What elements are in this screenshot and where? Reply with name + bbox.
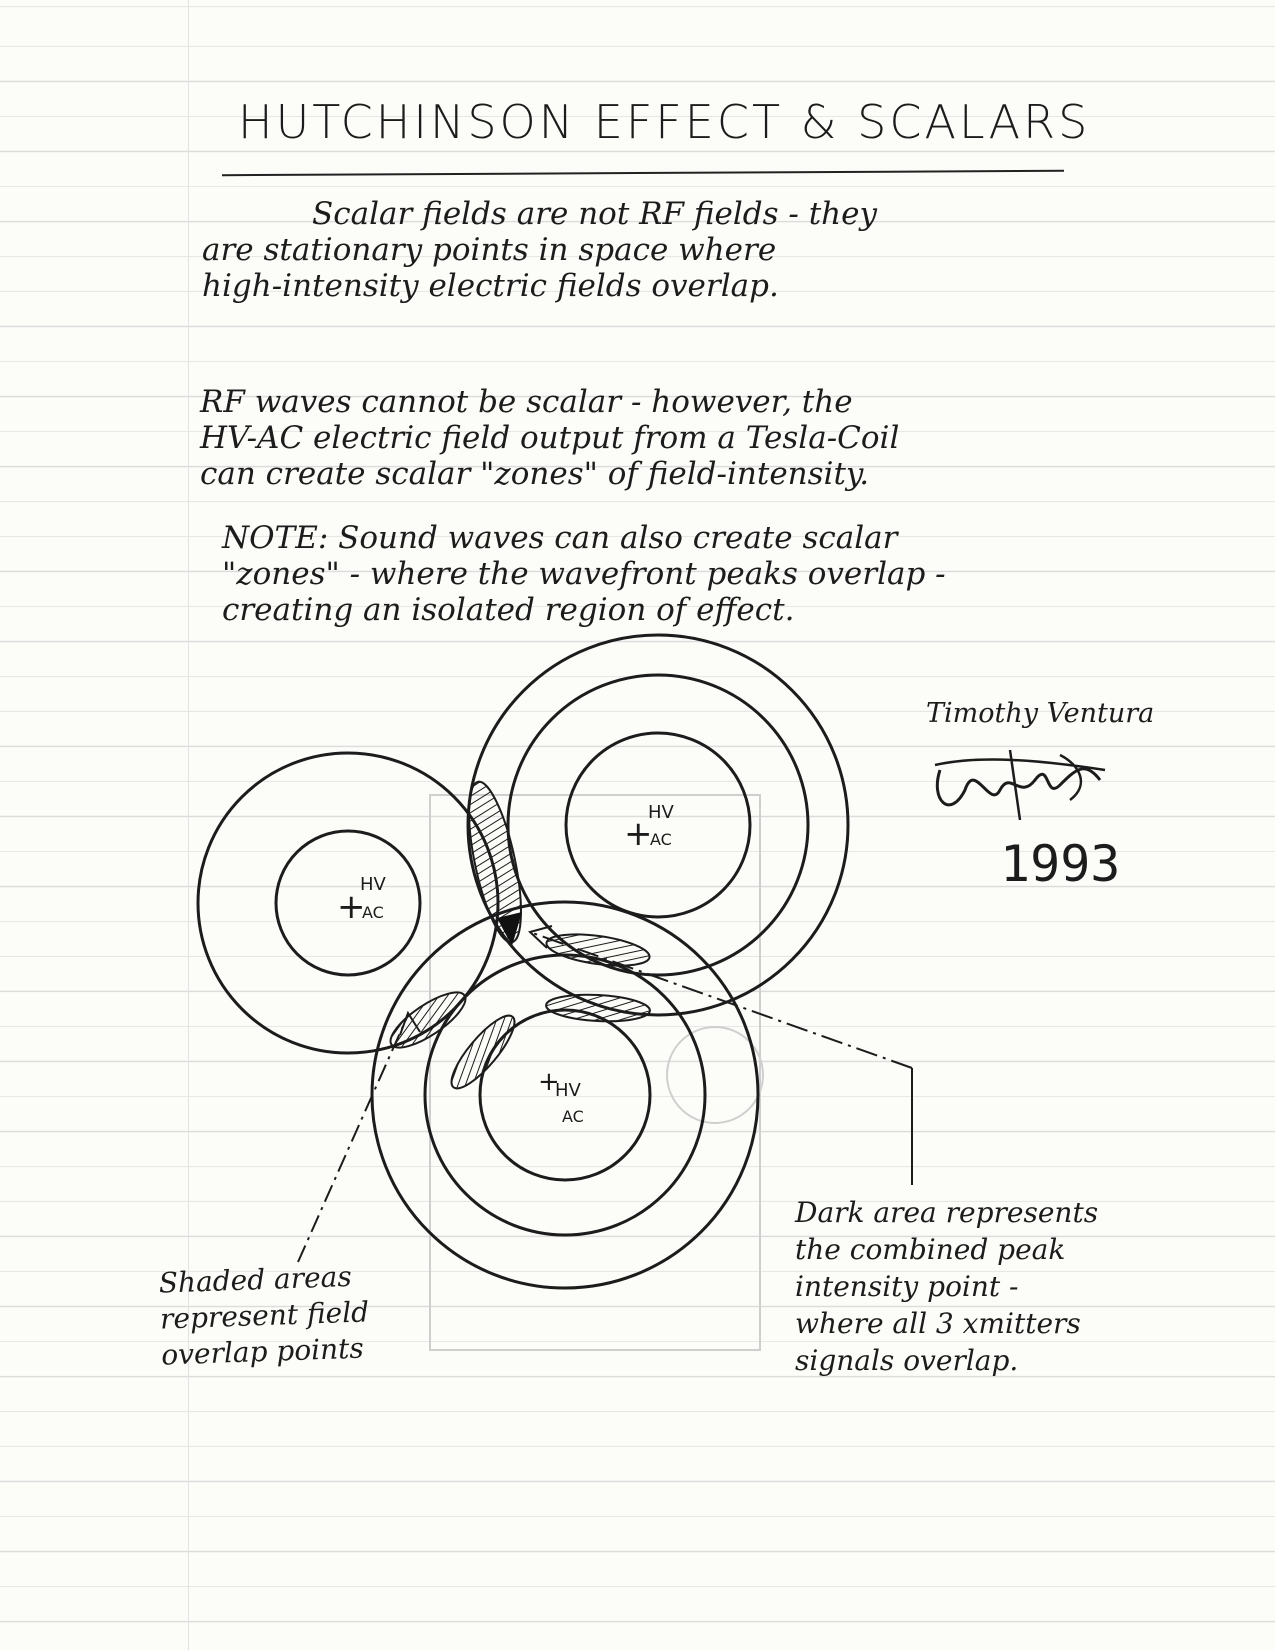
note-line: Shaded areas — [158, 1259, 353, 1300]
shaded-areas-note — [158, 1258, 371, 1373]
note-line: represent field — [159, 1295, 370, 1336]
author-name: Timothy Ventura — [926, 698, 1155, 729]
faint-circle — [667, 1027, 763, 1123]
shaded-overlap-zone — [545, 929, 652, 971]
note-line: overlap points — [160, 1331, 365, 1372]
signature-scribble — [937, 769, 1100, 805]
text-line: are stationary points in space where — [202, 232, 777, 268]
text-line: NOTE: Sound waves can also create scalar — [222, 520, 898, 556]
text-line: "zones" - where the wavefront peaks overlap - — [222, 556, 946, 592]
signature-year: 1993 — [1000, 835, 1121, 893]
signature-scribble — [935, 750, 1105, 820]
text-line: HV-AC electric field output from a Tesla-Coil — [200, 420, 900, 456]
dark-area-note — [795, 1194, 1098, 1379]
note-line: Dark area represents — [795, 1196, 1099, 1229]
source-plus: + — [624, 814, 653, 854]
source-label-bottom: AC — [650, 830, 672, 849]
right-inner-ring — [566, 733, 750, 917]
source-label-top: HV — [555, 1080, 581, 1101]
note-line: the combined peak — [795, 1233, 1066, 1266]
text-line: can create scalar "zones" of field-intensity. — [200, 456, 870, 492]
text-line: creating an isolated region of effect. — [222, 592, 795, 628]
source-label-top: HV — [360, 874, 386, 895]
right-outer-ring — [468, 635, 848, 1015]
source-label-top: HV — [648, 802, 674, 823]
page-title: HUTCHINSON EFFECT & SCALARS — [238, 95, 1091, 149]
note-line: where all 3 xmitters — [795, 1307, 1081, 1340]
shaded-overlap-zone — [545, 992, 650, 1023]
text-line: Scalar fields are not RF fields - they — [312, 196, 877, 232]
shaded-overlap-zone — [443, 1008, 524, 1096]
source-plus: + — [337, 887, 366, 927]
right-middle-ring — [508, 675, 808, 975]
text-line: RF waves cannot be scalar - however, the — [200, 384, 853, 420]
source-label-bottom: AC — [362, 903, 384, 922]
source-label-bottom: AC — [562, 1107, 584, 1126]
text-line: high-intensity electric fields overlap. — [202, 268, 779, 304]
note-line: signals overlap. — [795, 1344, 1019, 1377]
source-plus: + — [538, 1067, 560, 1097]
note-line: intensity point - — [795, 1270, 1019, 1303]
